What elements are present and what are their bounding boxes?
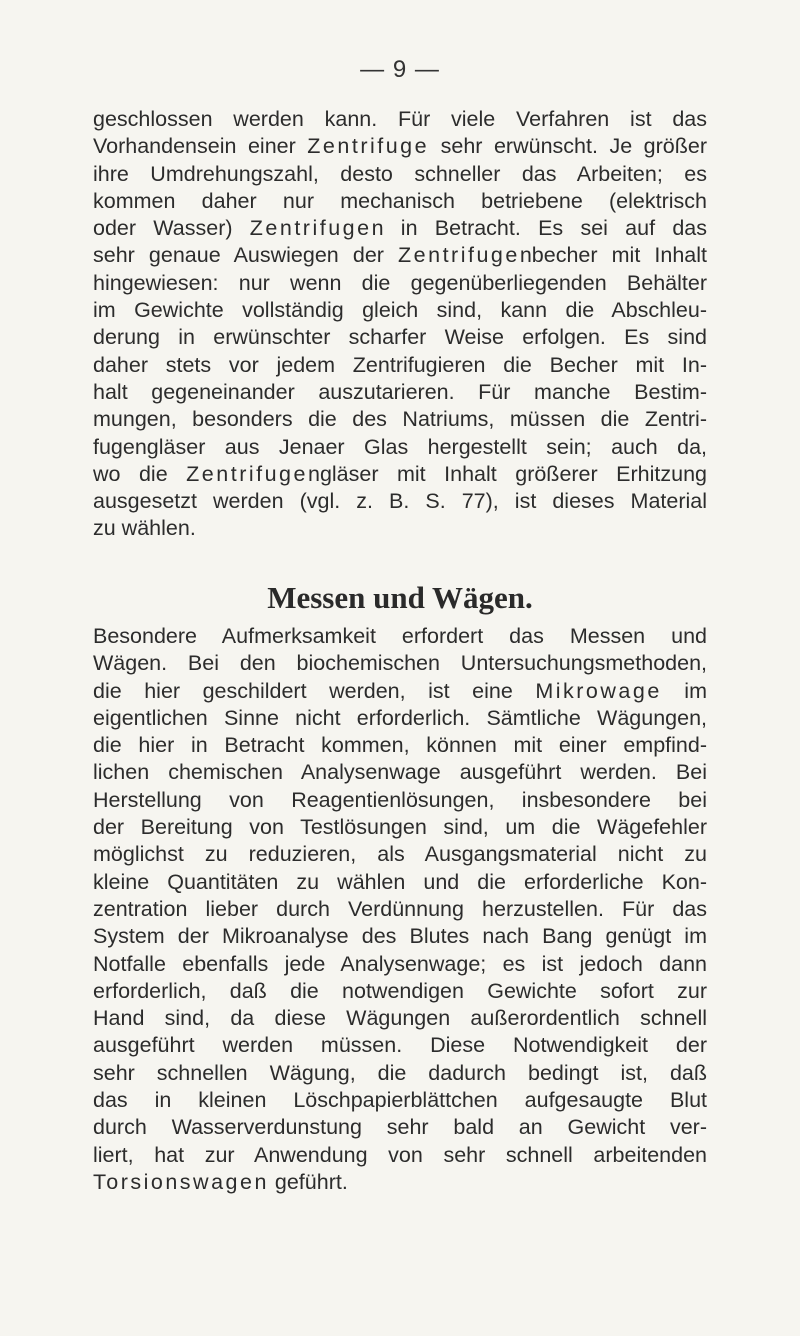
text-line: fugengläser aus Jenaer Glas hergestellt sein; auch da, — [93, 434, 707, 459]
text-line: Herstellung von Reagentienlösungen, insbesondere bei — [93, 787, 707, 812]
text-line: sehr genaue Auswiegen der Zentrifugenbecher mit Inhalt — [93, 243, 707, 268]
text-line: die hier in Betracht kommen, können mit einer empfind- — [93, 733, 707, 758]
text-line: ihre Umdrehungszahl, desto schneller das Arbeiten; es — [93, 161, 707, 186]
text-line: erforderlich, daß die notwendigen Gewichte sofort zur — [93, 978, 707, 1003]
emphasized-word: Zentrifuge — [186, 461, 308, 486]
paragraph-centrifuge — [93, 106, 707, 543]
text-line: Hand sind, da diese Wägungen außerordentlich schnell — [93, 1006, 707, 1031]
text-line: halt gegeneinander auszutarieren. Für manche Bestim- — [93, 379, 707, 404]
text-line: Vorhandensein einer Zentrifuge sehr erwünscht. Je größer — [93, 134, 707, 159]
text-line: liert, hat zur Anwendung von sehr schnell arbeitenden — [93, 1142, 707, 1167]
text-line: Torsionswagen geführt. — [93, 1169, 348, 1194]
text-line: geschlossen werden kann. Für viele Verfahren ist das — [93, 107, 707, 131]
text-line: sehr schnellen Wägung, die dadurch bedingt ist, daß — [93, 1060, 707, 1085]
text-line: eigentlichen Sinne nicht erforderlich. Sämtliche Wägungen, — [93, 705, 707, 730]
text-line: oder Wasser) Zentrifugen in Betracht. Es sei auf das — [93, 216, 707, 241]
text-line: ausgesetzt werden (vgl. z. B. S. 77), ist dieses Material — [93, 489, 707, 514]
text-line: die hier geschildert werden, ist eine Mikrowage im — [93, 678, 707, 703]
text-line: im Gewichte vollständig gleich sind, kann die Abschleu- — [93, 298, 707, 323]
text-line: zentration lieber durch Verdünnung herzustellen. Für das — [93, 896, 707, 921]
text-line: wo die Zentrifugengläser mit Inhalt größerer Erhitzung — [93, 461, 708, 486]
text-line: das in kleinen Löschpapierblättchen aufgesaugte Blut — [93, 1088, 707, 1113]
text-line: möglichst zu reduzieren, als Ausgangsmaterial nicht zu — [93, 842, 707, 867]
text-line: lichen chemischen Analysenwage ausgeführt werden. Bei — [93, 760, 707, 785]
text-line: derung in erwünschter scharfer Weise erfolgen. Es sind — [93, 325, 707, 350]
emphasized-word: Zentrifuge — [249, 216, 372, 241]
emphasized-word: Torsionswagen — [93, 1169, 269, 1194]
text-line: System der Mikroanalyse des Blutes nach Bang genügt im — [93, 924, 707, 949]
text-line: daher stets vor jedem Zentrifugieren die Becher mit In- — [93, 352, 707, 377]
section-heading: Messen und Wägen. — [267, 580, 533, 615]
page-number: — 9 — — [360, 56, 440, 83]
text-line: Notfalle ebenfalls jede Analysenwage; es ist jedoch dann — [93, 951, 707, 976]
emphasized-word: Zentrifuge — [307, 134, 430, 159]
text-line: zu wählen. — [93, 516, 196, 541]
text-line: durch Wasserverdunstung sehr bald an Gewicht ver- — [93, 1115, 707, 1140]
text-line: mungen, besonders die des Natriums, müssen die Zentri- — [93, 407, 707, 432]
text-line: Wägen. Bei den biochemischen Untersuchungsmethoden, — [93, 651, 707, 676]
text-line: kommen daher nur mechanisch betriebene (elektrisch — [93, 188, 707, 213]
text-line: hingewiesen: nur wenn die gegenüberliegenden Behälter — [93, 270, 707, 295]
emphasized-word: Zentrifuge — [398, 243, 520, 268]
text-line: kleine Quantitäten zu wählen und die erforderliche Kon- — [93, 869, 707, 894]
text-line: Besondere Aufmerksamkeit erfordert das Messen und — [93, 624, 707, 648]
text-line: ausgeführt werden müssen. Diese Notwendigkeit der — [93, 1033, 707, 1058]
text-line: der Bereitung von Testlösungen sind, um die Wägefehler — [93, 815, 707, 840]
paragraph-weighing — [93, 623, 707, 1196]
emphasized-word: Mikrowage — [535, 678, 662, 703]
